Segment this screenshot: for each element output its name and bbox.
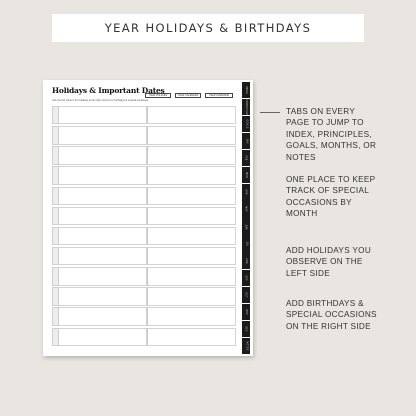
table-row [52, 207, 236, 225]
holiday-cell[interactable] [59, 166, 147, 184]
month-label-cell [52, 207, 59, 225]
holiday-cell[interactable] [59, 187, 147, 205]
tab-label: INDEX [245, 86, 247, 95]
holiday-cell[interactable] [59, 227, 147, 245]
tab-feb[interactable] [242, 150, 250, 166]
table-row [52, 328, 236, 346]
holiday-cell[interactable] [59, 106, 147, 124]
tab-dec[interactable] [242, 321, 250, 337]
table-row [52, 267, 236, 285]
tab-notes[interactable] [242, 338, 250, 354]
dates-table [52, 106, 236, 346]
callout-tabs: TABS ON EVERY PAGE TO JUMP TO INDEX, PRINCIPLES, GOALS, MONTHS, OR NOTES [286, 107, 377, 162]
birthday-cell[interactable] [147, 287, 236, 305]
tab-label: DEC [244, 326, 247, 332]
tab-sep[interactable] [242, 270, 250, 286]
birthday-cell[interactable] [147, 166, 236, 184]
holiday-cell[interactable] [59, 146, 147, 164]
month-label-cell [52, 267, 59, 285]
tab-label: AUG [244, 257, 247, 264]
birthday-cell[interactable] [147, 187, 236, 205]
table-row [52, 307, 236, 325]
holiday-cell[interactable] [59, 307, 147, 325]
table-row [52, 146, 236, 164]
month-label-cell [52, 227, 59, 245]
planner-page [43, 80, 253, 356]
tab-apr[interactable] [242, 184, 250, 200]
page-title: Holidays & Important Dates [52, 86, 165, 95]
month-label-cell [52, 328, 59, 346]
tab-aug[interactable] [242, 252, 250, 268]
table-row [52, 106, 236, 124]
tab-oct[interactable] [242, 287, 250, 303]
year-policies-button[interactable]: YEAR POLICIES [145, 93, 171, 98]
month-label-cell [52, 126, 59, 144]
holiday-cell[interactable] [59, 328, 147, 346]
birthday-cell[interactable] [147, 207, 236, 225]
side-tabs [242, 82, 250, 354]
tab-may[interactable] [242, 201, 250, 217]
birthday-cell[interactable] [147, 146, 236, 164]
tab-label: SEP [244, 275, 247, 281]
table-row [52, 126, 236, 144]
tab-nov[interactable] [242, 304, 250, 320]
tab-jul[interactable] [242, 235, 250, 251]
tab-label: NOTES [245, 341, 248, 351]
year-overview-button[interactable]: YEAR OVERVIEW [205, 93, 233, 98]
month-label-cell [52, 287, 59, 305]
month-label-cell [52, 307, 59, 325]
month-label-cell [52, 187, 59, 205]
tab-label: MAR [245, 172, 247, 179]
tab-label: MAY [244, 206, 247, 213]
month-label-cell [52, 247, 59, 265]
birthday-cell[interactable] [147, 328, 236, 346]
holiday-cell[interactable] [59, 247, 147, 265]
banner-title: YEAR HOLIDAYS & BIRTHDAYS [52, 14, 364, 42]
birthday-cell[interactable] [147, 106, 236, 124]
tab-label: GOALS [245, 119, 248, 129]
birthday-cell[interactable] [147, 227, 236, 245]
table-row [52, 227, 236, 245]
tab-goals[interactable] [242, 116, 250, 132]
month-label-cell [52, 106, 59, 124]
tab-label: PRINCIPLES [245, 99, 248, 116]
birthday-cell[interactable] [147, 267, 236, 285]
page-subtitle: Use the left column for holidays & the right column for birthdays & special occasions [52, 99, 149, 102]
callout-holidays: ADD HOLIDAYS YOU OBSERVE ON THE LEFT SIDE [286, 246, 372, 278]
tab-label: JUN [244, 223, 247, 230]
year-calendar-button[interactable]: YEAR CALENDAR [175, 93, 201, 98]
callouts [260, 0, 416, 416]
tab-label: FEB [244, 155, 247, 161]
month-label-cell [52, 166, 59, 184]
table-row [52, 166, 236, 184]
tab-label: NOV [244, 308, 247, 315]
table-row [52, 187, 236, 205]
holiday-cell[interactable] [59, 207, 147, 225]
holiday-cell[interactable] [59, 287, 147, 305]
tab-mar[interactable] [242, 167, 250, 183]
tab-label: APR [244, 189, 247, 196]
tab-label: OCT [244, 291, 247, 298]
table-row [52, 287, 236, 305]
tab-jan[interactable] [242, 133, 250, 149]
tab-index[interactable] [242, 82, 250, 98]
tab-principles[interactable] [242, 99, 250, 115]
table-row [52, 247, 236, 265]
birthday-cell[interactable] [147, 126, 236, 144]
leader-line [260, 112, 280, 113]
tab-label: JAN [244, 138, 247, 144]
holiday-cell[interactable] [59, 267, 147, 285]
tab-jun[interactable] [242, 218, 250, 234]
month-label-cell [52, 146, 59, 164]
birthday-cell[interactable] [147, 247, 236, 265]
callout-occasions: ONE PLACE TO KEEP TRACK OF SPECIAL OCCASIONS BY MONTH [286, 175, 376, 219]
callout-birthdays: ADD BIRTHDAYS & SPECIAL OCCASIONS ON THE RIGHT SIDE [286, 299, 377, 331]
tab-label: JUL [245, 241, 247, 246]
birthday-cell[interactable] [147, 307, 236, 325]
holiday-cell[interactable] [59, 126, 147, 144]
